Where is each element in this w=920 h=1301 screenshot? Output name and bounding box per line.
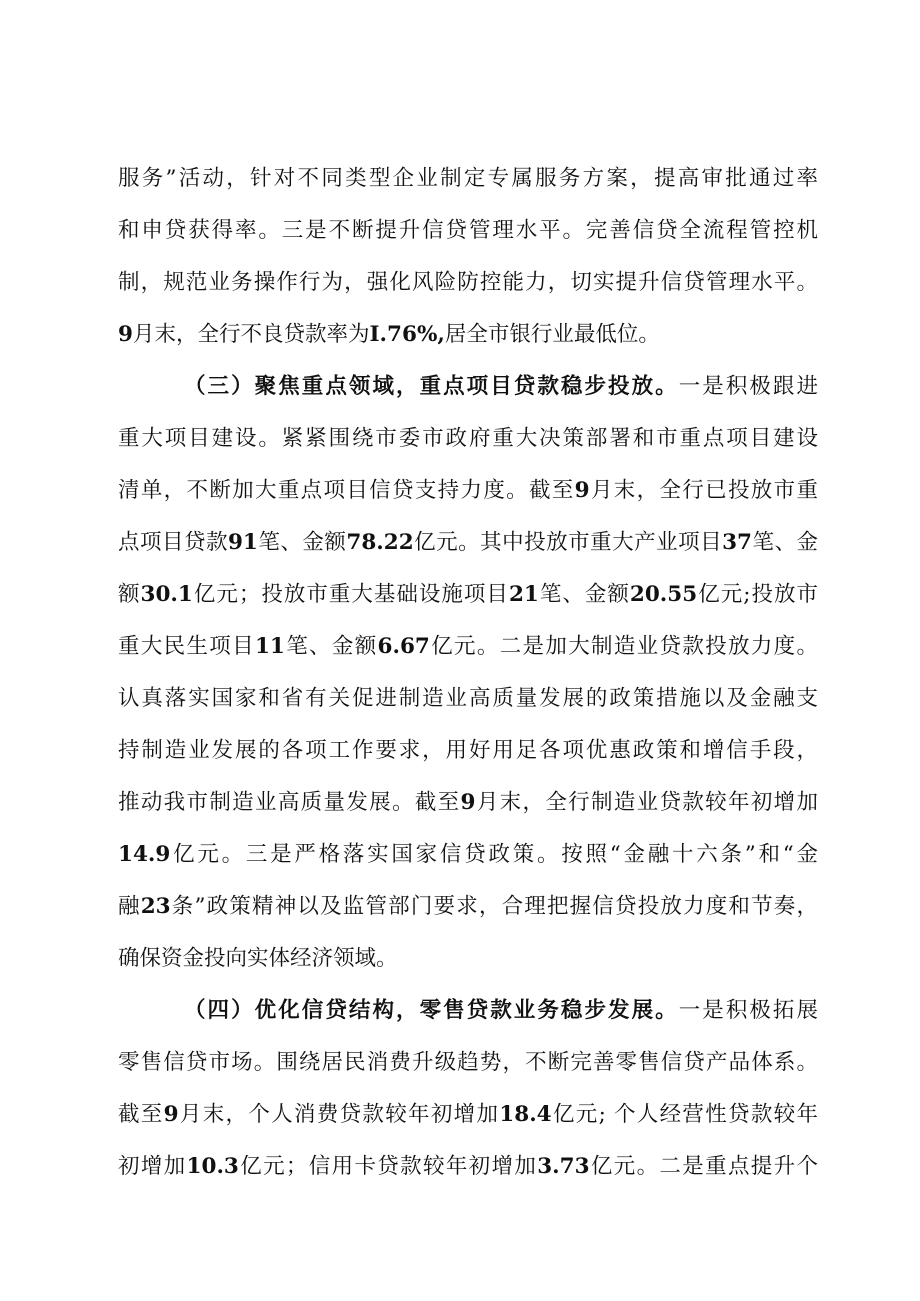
text-segment: 确保资金投向实体经济领域。: [118, 946, 398, 971]
text-segment: 亿元。其中投放市重大产业项目: [413, 530, 723, 555]
text-line: [118, 210, 818, 252]
text-line: [118, 1042, 818, 1084]
text-segment: 服务”活动，针对不同类型企业制定专属服务方案，提高审批通过率: [118, 166, 818, 191]
text-line: [118, 886, 818, 928]
text-segment: 亿元。三是严格落实国家信贷政策。按照“金融十六条”和“金: [170, 842, 818, 867]
text-segment: 初增加: [118, 1154, 187, 1179]
text-line: [118, 158, 818, 200]
bold-text-segment: 14.9: [118, 842, 171, 867]
bold-text-segment: 3.73: [537, 1154, 590, 1179]
bold-text-segment: 30.1: [140, 582, 193, 607]
text-segment: 亿元；投放市重大基础设施项目: [192, 582, 509, 607]
text-line: [118, 418, 818, 460]
bold-text-segment: I.76%,: [369, 322, 445, 347]
bold-text-segment: 9: [460, 790, 476, 815]
text-line: [118, 314, 818, 356]
text-line: [118, 834, 818, 876]
section-heading-line: [184, 366, 818, 408]
text-segment: 和申贷获得率。三是不断提升信贷管理水平。完善信贷全流程管控机: [118, 218, 818, 243]
bold-text-segment: 21: [508, 582, 539, 607]
text-segment: 条”政策精神以及监管部门要求，合理把握信贷投放力度和节奏，: [170, 894, 818, 919]
bold-text-segment: 20.55: [629, 582, 698, 607]
text-segment: 截至: [118, 1102, 164, 1127]
text-segment: 月末，个人消费贷款较年初增加: [178, 1102, 500, 1127]
text-line: [118, 574, 818, 616]
text-segment: 清单，不断加大重点项目信贷支持力度。截至: [118, 478, 575, 503]
bold-text-segment: 9: [118, 322, 133, 347]
text-line: [118, 678, 818, 720]
text-segment: 亿元;投放市: [697, 582, 818, 607]
text-segment: 月末，全行制造业贷款较年初增加: [475, 790, 818, 815]
bold-text-segment: 10.3: [186, 1154, 239, 1179]
text-segment: 月末，全行已投放市重: [589, 478, 818, 503]
text-segment: 点项目贷款: [118, 530, 228, 555]
text-segment: 笔、金额: [257, 530, 347, 555]
text-segment: 月末，全行不良贷款率为: [132, 322, 370, 347]
text-line: [118, 1146, 818, 1188]
text-segment: 一是积极拓展: [678, 998, 818, 1023]
text-segment: 认真落实国家和省有关促进制造业高质量发展的政策措施以及金融支: [118, 686, 818, 711]
bold-text-segment: 6.67: [377, 634, 430, 659]
text-segment: 居全市银行业最低位。: [444, 322, 660, 347]
bold-text-segment: 9: [574, 478, 590, 503]
bold-text-segment: （三）聚焦重点领域，重点项目贷款稳步投放。: [184, 374, 679, 399]
text-segment: 重大项目建设。紧紧围绕市委市政府重大决策部署和市重点项目建设: [118, 426, 818, 451]
text-line: [118, 626, 818, 668]
text-segment: 额: [118, 582, 141, 607]
text-segment: 一是积极跟进: [678, 374, 818, 399]
text-segment: 零售信贷市场。围绕居民消费升级趋势，不断完善零售信贷产品体系。: [118, 1050, 818, 1075]
text-segment: 亿元；信用卡贷款较年初增加: [238, 1154, 538, 1179]
bold-text-segment: 9: [163, 1102, 179, 1127]
text-line: [118, 522, 818, 564]
text-line: [118, 938, 818, 980]
text-segment: 制，规范业务操作行为，强化风险防控能力，切实提升信贷管理水平。: [118, 270, 818, 295]
text-segment: 笔、金额: [538, 582, 630, 607]
text-line: [118, 470, 818, 512]
text-segment: 持制造业发展的各项工作要求，用好用足各项优惠政策和增信手段，: [118, 738, 818, 763]
text-segment: 亿元; 个人经营性贷款较年: [551, 1102, 818, 1127]
bold-text-segment: 18.4: [499, 1102, 552, 1127]
text-segment: 融: [118, 894, 141, 919]
text-segment: 亿元。二是加大制造业贷款投放力度。: [429, 634, 818, 659]
text-line: [118, 730, 818, 772]
bold-text-segment: 91: [227, 530, 258, 555]
text-line: [118, 262, 818, 304]
bold-text-segment: （四）优化信贷结构，零售贷款业务稳步发展。: [184, 998, 679, 1023]
text-line: [118, 1094, 818, 1136]
text-segment: 重大民生项目: [118, 634, 255, 659]
bold-text-segment: 37: [722, 530, 752, 555]
section-heading-line: [184, 990, 818, 1032]
bold-text-segment: 23: [140, 894, 171, 919]
bold-text-segment: 11: [254, 634, 285, 659]
text-segment: 亿元。二是重点提升个: [589, 1154, 818, 1179]
text-line: [118, 782, 818, 824]
text-segment: 笔、金额: [284, 634, 378, 659]
text-segment: 推动我市制造业高质量发展。截至: [118, 790, 461, 815]
bold-text-segment: 78.22: [346, 530, 414, 555]
text-segment: 笔、金: [752, 530, 818, 555]
